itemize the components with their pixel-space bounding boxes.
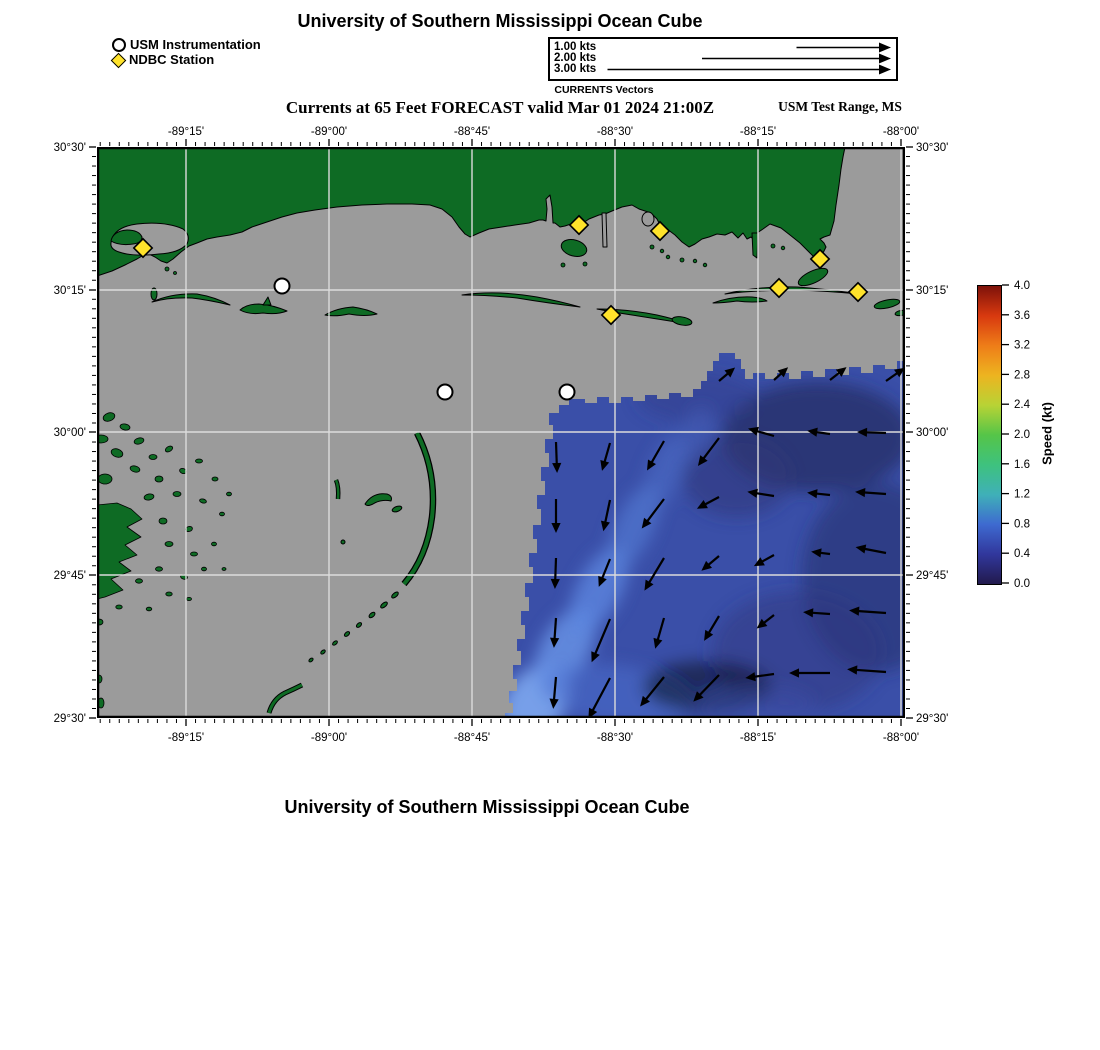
speed-colorbar <box>977 285 1002 585</box>
bottom-title: University of Southern Mississippi Ocean Cube <box>284 797 690 817</box>
currents-vector-scale-box <box>548 37 898 81</box>
colorbar-tick-label: 2.4 <box>1014 399 1030 412</box>
gulfport-channel <box>602 213 607 247</box>
colorbar-tick-label: 0.4 <box>1014 548 1030 561</box>
axis-tick-label: 30°30' <box>916 142 949 154</box>
colorbar-tick-label: 3.2 <box>1014 339 1030 352</box>
axis-tick-label: 30°00' <box>53 427 86 439</box>
colorbar-tick-label: 3.6 <box>1014 309 1030 322</box>
vector-scale-caption: CURRENTS Vectors <box>554 84 654 96</box>
usm-instrumentation-marker <box>560 385 575 400</box>
axis-tick-label: -88°45' <box>453 126 491 138</box>
axis-tick-label: -88°45' <box>453 732 491 744</box>
vector-scale-3kt-label: 3.00 kts <box>554 63 597 75</box>
map-panel <box>97 147 905 718</box>
usm-instrumentation-marker <box>275 279 290 294</box>
colorbar-tick-label: 1.2 <box>1014 488 1030 501</box>
axis-tick-label: 29°30' <box>916 713 949 725</box>
colorbar-label: Speed (kt) <box>1039 402 1055 465</box>
legend-item-usm <box>112 37 261 52</box>
colorbar-tick-label: 1.6 <box>1014 458 1030 471</box>
axis-tick-label: -88°30' <box>596 732 634 744</box>
colorbar-tick-label: 2.8 <box>1014 369 1030 382</box>
station-legend <box>112 37 261 67</box>
axis-tick-label: 29°45' <box>916 570 949 582</box>
colorbar-tick-label: 0.0 <box>1014 578 1030 590</box>
forecast-subtitle: Currents at 65 Feet FORECAST valid Mar 01 2024 21:00Z <box>285 98 715 117</box>
pascagoula-spur <box>752 233 758 258</box>
colorbar-tick-label: 4.0 <box>1014 280 1030 292</box>
biloxi-back-bay <box>642 212 654 226</box>
map-canvas <box>97 147 905 718</box>
axis-tick-label: -89°15' <box>167 732 205 744</box>
usm-circle-icon <box>112 38 126 52</box>
axis-tick-label: 30°15' <box>916 285 949 297</box>
axis-tick-label: 30°30' <box>53 142 86 154</box>
legend-label-ndbc: NDBC Station <box>129 52 215 67</box>
axis-tick-label: 29°45' <box>53 570 86 582</box>
axis-tick-label: 29°30' <box>53 713 86 725</box>
legend-label-usm: USM Instrumentation <box>130 37 261 52</box>
ndbc-diamond-icon <box>111 52 127 68</box>
axis-tick-label: -88°00' <box>882 732 920 744</box>
vector-scale-2kt-label: 2.00 kts <box>554 52 597 64</box>
axis-tick-label: -89°00' <box>310 126 348 138</box>
colorbar-tick-label: 2.0 <box>1014 429 1030 441</box>
axis-tick-label: -88°15' <box>739 732 777 744</box>
axis-tick-label: -89°00' <box>310 732 348 744</box>
axis-tick-label: -88°30' <box>596 126 634 138</box>
vector-scale-arrows <box>550 39 895 78</box>
region-label: USM Test Range, MS <box>778 99 902 114</box>
axis-tick-label: 30°15' <box>53 285 86 297</box>
page-title: University of Southern Mississippi Ocean Cube <box>297 11 703 31</box>
axis-tick-label: -88°00' <box>882 126 920 138</box>
legend-item-ndbc <box>112 52 261 67</box>
axis-tick-label: -89°15' <box>167 126 205 138</box>
colorbar-tick-label: 0.8 <box>1014 518 1030 531</box>
vector-scale-1kt-label: 1.00 kts <box>554 41 597 53</box>
axis-tick-label: -88°15' <box>739 126 777 138</box>
axis-tick-label: 30°00' <box>916 427 949 439</box>
usm-instrumentation-marker <box>438 385 453 400</box>
